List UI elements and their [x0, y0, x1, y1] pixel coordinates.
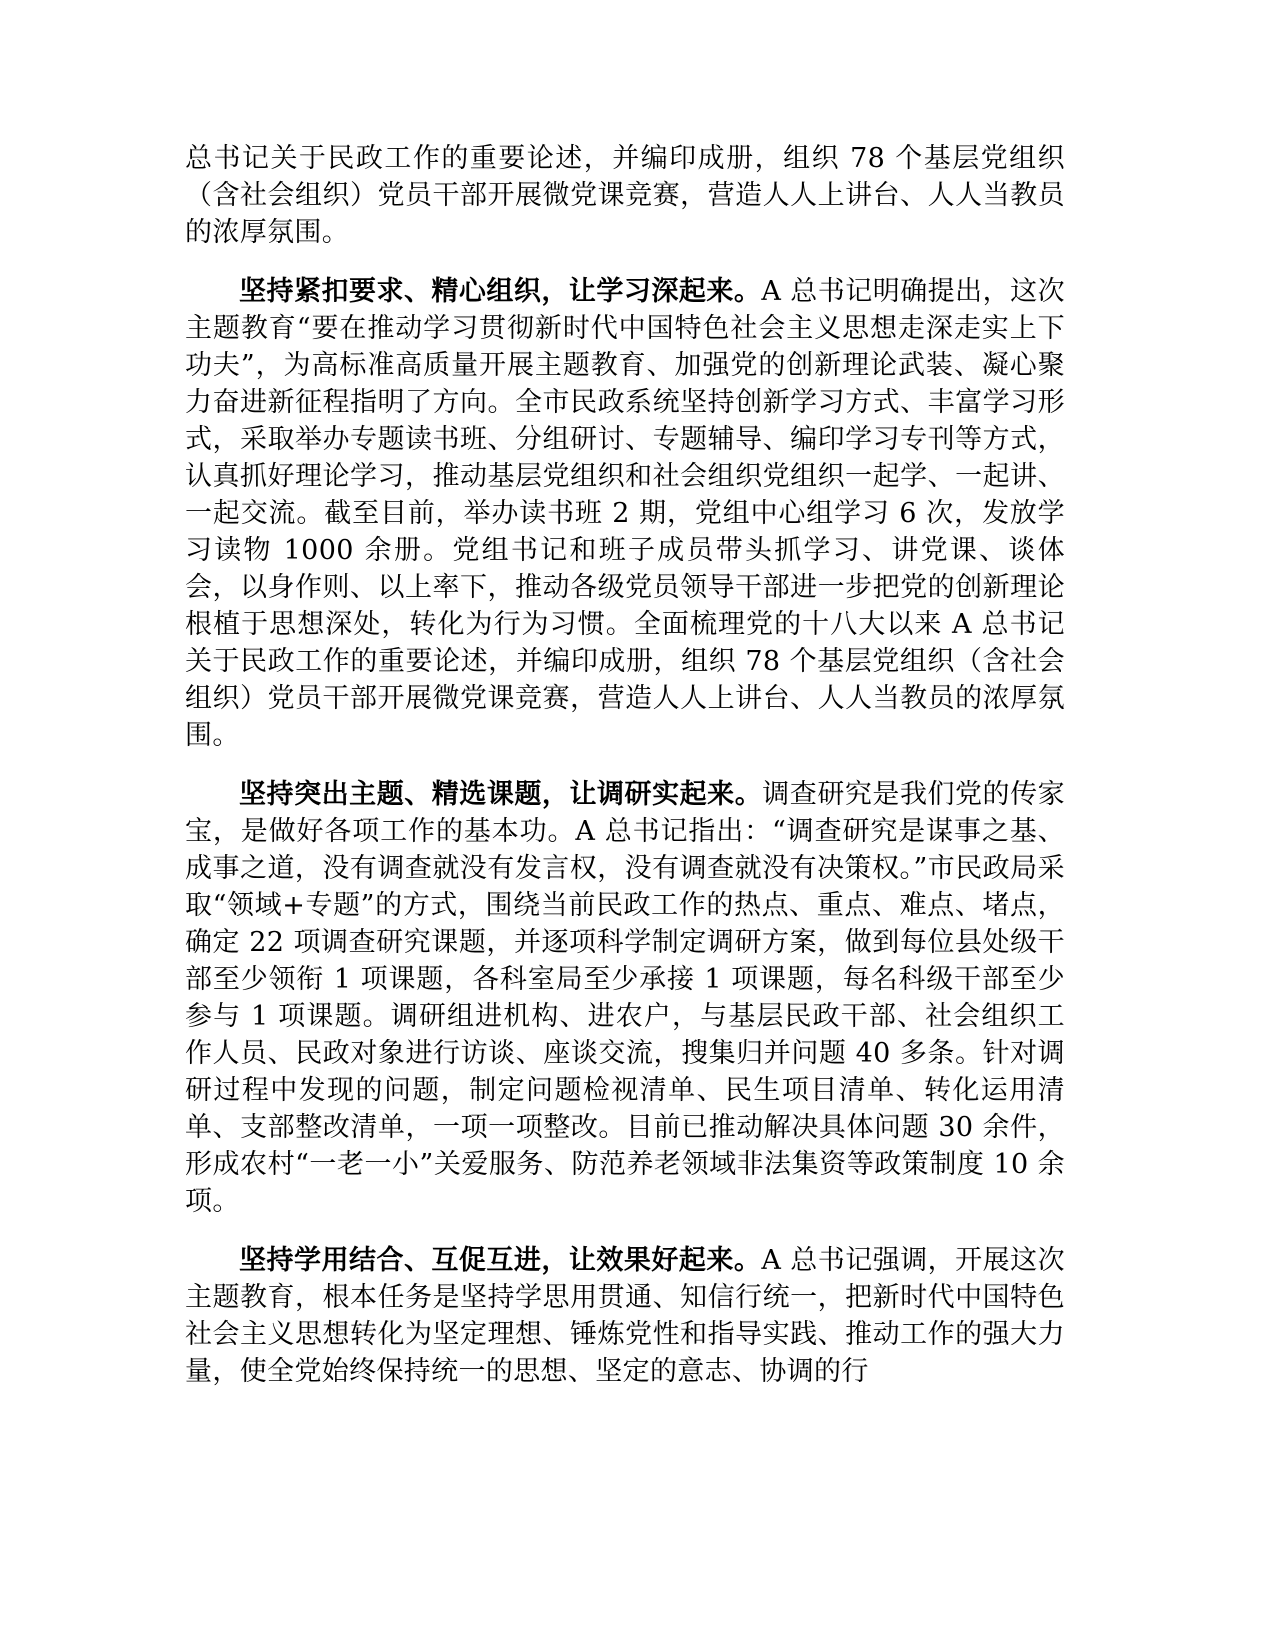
paragraph-heading: 坚持学用结合、互促互进，让效果好起来。 — [239, 1245, 762, 1276]
paragraph-text: 调查研究是我们党的传家宝，是做好各项工作的基本功。A 总书记指出：“调查研究是谋事之基、成事之道，没有调查就没有发言权，没有调查就没有决策权。”市民政局采取“领域+专题”的方式，围绕当前民政工作的热点、重点、难点、堵点，确定 22 项调查研究课题，并逐项科学制定调研方案，做到每位县处级干部至少领衔 1 项课题，各科室局至少承接 1 项课题，每名科级干部至少参与 1 项课题。调研组进机构、进农户，与基层民政干部、社会组织工作人员、民政对象进行访谈、座谈交流，搜集归并问题 40 多条。针对调研过程中发现的问题，制定问题检视清单、民生项目清单、转化运用清单、支部整改清单，一项一项整改。目前已推动解决具体问题 30 余件，形成农村“一老一小”关爱服务、防范养老领域非法集资等政策制度 10 余项。 — [185, 779, 1065, 1217]
paragraph-heading: 坚持突出主题、精选课题，让调研实起来。 — [239, 779, 763, 810]
paragraph-text: A 总书记明确提出，这次主题教育“要在推动学习贯彻新时代中国特色社会主义思想走深走实上下功夫”，为高标准高质量开展主题教育、加强党的创新理论武装、凝心聚力奋进新征程指明了方向。全市民政系统坚持创新学习方式、丰富学习形式，采取举办专题读书班、分组研讨、专题辅导、编印学习专刊等方式，认真抓好理论学习，推动基层党组织和社会组织党组织一起学、一起讲、一起交流。截至目前，举办读书班 2 期，党组中心组学习 6 次，发放学习读物 1000 余册。党组书记和班子成员带头抓学习、讲党课、谈体会，以身作则、以上率下，推动各级党员领导干部进一步把党的创新理论根植于思想深处，转化为行为习惯。全面梳理党的十八大以来 A 总书记关于民政工作的重要论述，并编印成册，组织 78 个基层党组织（含社会组织）党员干部开展微党课竞赛，营造人人上讲台、人人当教员的浓厚氛围。 — [185, 276, 1065, 751]
paragraph-continued — [185, 140, 1065, 251]
paragraph-effect — [185, 1242, 1065, 1390]
paragraph-heading: 坚持紧扣要求、精心组织，让学习深起来。 — [239, 276, 762, 307]
paragraph-study — [185, 273, 1065, 754]
paragraph-text: 总书记关于民政工作的重要论述，并编印成册，组织 78 个基层党组织（含社会组织）党员干部开展微党课竞赛，营造人人上讲台、人人当教员的浓厚氛围。 — [185, 143, 1065, 248]
paragraph-text: A 总书记强调，开展这次主题教育，根本任务是坚持学思用贯通、知信行统一，把新时代中国特色社会主义思想转化为坚定理想、锤炼党性和指导实践、推动工作的强大力量，使全党始终保持统一的思想、坚定的意志、协调的行 — [185, 1245, 1065, 1387]
paragraph-research — [185, 776, 1065, 1220]
document-page — [185, 140, 1065, 1412]
